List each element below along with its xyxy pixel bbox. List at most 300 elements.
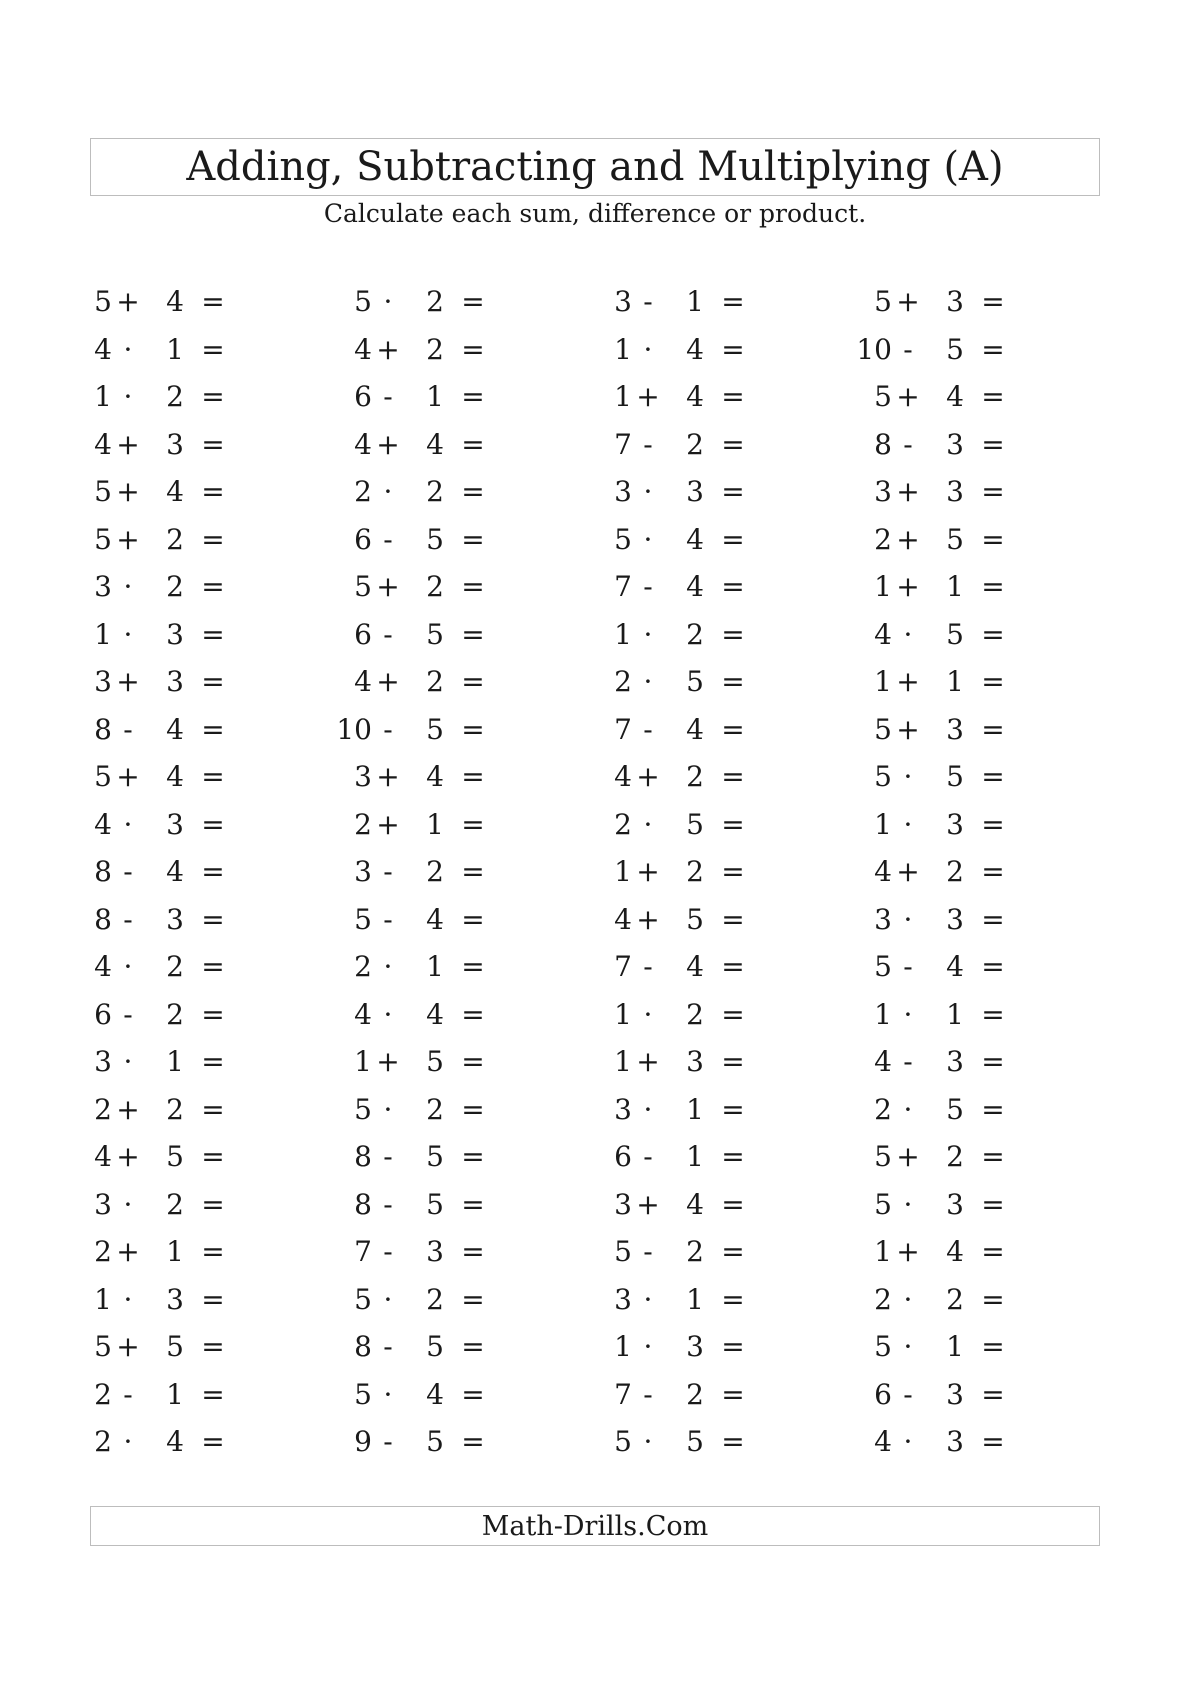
problem-item xyxy=(60,522,300,574)
operator-sign: - xyxy=(123,855,133,888)
operand-b: 3 xyxy=(166,807,184,841)
operand-b: 5 xyxy=(946,617,964,651)
operator-sign: - xyxy=(383,1140,393,1173)
problem-item xyxy=(320,1330,560,1381)
operand-a: 9 xyxy=(354,1425,372,1458)
operand-b: 2 xyxy=(686,617,704,651)
problem-item xyxy=(320,1045,560,1096)
operand-b: 5 xyxy=(426,1045,444,1078)
problem-item xyxy=(60,712,300,764)
equals-sign: = xyxy=(981,617,1005,651)
equals-sign: = xyxy=(721,1330,745,1363)
operator-sign: - xyxy=(643,427,653,461)
problem-item xyxy=(60,665,300,716)
problem-item xyxy=(580,1235,820,1286)
equals-sign: = xyxy=(721,1377,745,1411)
equals-sign: = xyxy=(721,1235,745,1268)
operand-a: 5 xyxy=(354,1092,372,1126)
operator-sign: - xyxy=(123,1377,133,1411)
operator-sign: - xyxy=(643,1140,653,1173)
operand-b: 2 xyxy=(426,1092,444,1126)
operator-sign: · xyxy=(643,617,653,651)
operator-sign: · xyxy=(903,1425,913,1458)
operand-b: 2 xyxy=(686,997,704,1031)
operand-b: 1 xyxy=(686,285,704,318)
equals-sign: = xyxy=(981,997,1005,1031)
operand-b: 2 xyxy=(166,380,184,413)
problem-item xyxy=(840,855,1080,906)
operator-sign: - xyxy=(123,902,133,936)
problem-item xyxy=(60,427,300,479)
equals-sign: = xyxy=(461,617,485,651)
operator-sign: · xyxy=(643,1330,653,1363)
equals-sign: = xyxy=(461,332,485,366)
operand-b: 4 xyxy=(946,950,964,983)
operator-sign: + xyxy=(376,807,400,841)
operand-b: 2 xyxy=(686,1235,704,1268)
operand-b: 4 xyxy=(686,522,704,556)
operand-b: 1 xyxy=(426,807,444,841)
problem-item xyxy=(840,1330,1080,1381)
equals-sign: = xyxy=(461,997,485,1031)
operator-sign: + xyxy=(376,570,400,603)
problem-item xyxy=(60,1235,300,1286)
operand-b: 1 xyxy=(166,332,184,366)
operator-sign: + xyxy=(636,380,660,413)
operator-sign: - xyxy=(903,950,913,983)
operand-a: 3 xyxy=(614,475,632,508)
operator-sign: + xyxy=(896,665,920,698)
problem-item xyxy=(320,1235,560,1286)
operand-b: 3 xyxy=(686,1330,704,1363)
equals-sign: = xyxy=(721,712,745,746)
operand-a: 4 xyxy=(354,997,372,1031)
operand-b: 3 xyxy=(166,665,184,698)
equals-sign: = xyxy=(981,1377,1005,1411)
operand-b: 2 xyxy=(426,285,444,318)
equals-sign: = xyxy=(981,1187,1005,1221)
operand-a: 1 xyxy=(874,1235,892,1268)
operand-a: 1 xyxy=(614,855,632,888)
problem-item xyxy=(60,1045,300,1096)
operator-sign: + xyxy=(896,855,920,888)
problem-item xyxy=(840,665,1080,716)
operator-sign: - xyxy=(383,380,393,413)
operator-sign: - xyxy=(383,1330,393,1363)
operand-a: 5 xyxy=(614,522,632,556)
equals-sign: = xyxy=(461,855,485,888)
operator-sign: · xyxy=(903,1330,913,1363)
operand-a: 5 xyxy=(354,902,372,936)
operand-b: 4 xyxy=(946,1235,964,1268)
operand-a: 2 xyxy=(354,807,372,841)
operand-b: 5 xyxy=(686,902,704,936)
operand-a: 2 xyxy=(874,522,892,556)
operand-a: 8 xyxy=(94,855,112,888)
operator-sign: · xyxy=(123,807,133,841)
operator-sign: + xyxy=(636,1187,660,1221)
operator-sign: - xyxy=(383,712,393,746)
equals-sign: = xyxy=(201,570,225,603)
problem-item xyxy=(320,570,560,621)
problem-item xyxy=(840,760,1080,811)
operand-a: 1 xyxy=(354,1045,372,1078)
operand-a: 4 xyxy=(874,1425,892,1458)
problem-item xyxy=(840,522,1080,574)
operand-b: 4 xyxy=(166,855,184,888)
problem-item xyxy=(840,997,1080,1049)
equals-sign: = xyxy=(461,285,485,318)
problem-item xyxy=(580,1140,820,1191)
operator-sign: + xyxy=(896,380,920,413)
operator-sign: · xyxy=(123,1187,133,1221)
problem-item xyxy=(320,1140,560,1191)
equals-sign: = xyxy=(721,522,745,556)
operand-b: 3 xyxy=(946,1045,964,1078)
equals-sign: = xyxy=(201,1092,225,1126)
operand-b: 4 xyxy=(166,285,184,318)
problem-item xyxy=(60,1092,300,1144)
operand-b: 3 xyxy=(946,285,964,318)
operand-a: 1 xyxy=(614,617,632,651)
problem-item xyxy=(320,332,560,384)
operand-a: 5 xyxy=(94,760,112,793)
problem-item xyxy=(320,285,560,336)
equals-sign: = xyxy=(201,475,225,508)
equals-sign: = xyxy=(981,570,1005,603)
operand-a: 4 xyxy=(874,855,892,888)
problem-item xyxy=(840,1140,1080,1191)
problem-item xyxy=(60,855,300,906)
operand-a: 4 xyxy=(354,332,372,366)
problem-item xyxy=(320,665,560,716)
operand-b: 5 xyxy=(166,1140,184,1173)
operand-a: 5 xyxy=(874,1187,892,1221)
equals-sign: = xyxy=(721,1282,745,1316)
equals-sign: = xyxy=(721,475,745,508)
problem-item xyxy=(580,380,820,431)
operator-sign: · xyxy=(903,1282,913,1316)
operand-a: 5 xyxy=(94,285,112,318)
problem-item xyxy=(840,570,1080,621)
problem-item xyxy=(320,1377,560,1429)
operand-a: 4 xyxy=(94,1140,112,1173)
problem-item xyxy=(320,522,560,574)
operand-a: 8 xyxy=(94,902,112,936)
operand-a: 1 xyxy=(94,380,112,413)
equals-sign: = xyxy=(721,332,745,366)
equals-sign: = xyxy=(721,1187,745,1221)
problem-item xyxy=(580,1282,820,1334)
operand-a: 5 xyxy=(94,475,112,508)
equals-sign: = xyxy=(201,1282,225,1316)
operand-b: 1 xyxy=(946,665,964,698)
equals-sign: = xyxy=(981,1235,1005,1268)
problem-item xyxy=(320,1282,560,1334)
equals-sign: = xyxy=(721,902,745,936)
operand-a: 1 xyxy=(874,665,892,698)
operand-b: 2 xyxy=(166,522,184,556)
problem-item xyxy=(580,712,820,764)
operand-b: 3 xyxy=(946,1425,964,1458)
equals-sign: = xyxy=(461,950,485,983)
equals-sign: = xyxy=(461,665,485,698)
operand-b: 2 xyxy=(166,1187,184,1221)
operand-a: 8 xyxy=(354,1140,372,1173)
operand-a: 5 xyxy=(614,1425,632,1458)
operand-b: 4 xyxy=(686,380,704,413)
operand-a: 5 xyxy=(874,712,892,746)
problem-item xyxy=(60,617,300,669)
operator-sign: · xyxy=(903,807,913,841)
operand-a: 7 xyxy=(354,1235,372,1268)
operand-a: 1 xyxy=(614,997,632,1031)
operator-sign: + xyxy=(116,760,140,793)
operand-a: 5 xyxy=(874,1140,892,1173)
operator-sign: · xyxy=(643,807,653,841)
equals-sign: = xyxy=(201,332,225,366)
operand-b: 5 xyxy=(426,1330,444,1363)
operand-b: 1 xyxy=(946,1330,964,1363)
operand-b: 3 xyxy=(946,902,964,936)
operand-a: 4 xyxy=(614,902,632,936)
equals-sign: = xyxy=(461,380,485,413)
operand-a: 1 xyxy=(614,332,632,366)
operand-a: 3 xyxy=(874,902,892,936)
problem-item xyxy=(60,1425,300,1476)
operand-a: 4 xyxy=(614,760,632,793)
equals-sign: = xyxy=(461,1045,485,1078)
operator-sign: - xyxy=(383,855,393,888)
problem-item xyxy=(60,1377,300,1429)
problem-item xyxy=(840,807,1080,859)
problem-item xyxy=(580,617,820,669)
operator-sign: + xyxy=(636,902,660,936)
problem-item xyxy=(320,712,560,764)
problem-item xyxy=(580,855,820,906)
operand-a: 6 xyxy=(354,380,372,413)
problem-item xyxy=(320,950,560,1001)
problem-item xyxy=(60,1187,300,1239)
operand-a: 6 xyxy=(614,1140,632,1173)
operand-b: 4 xyxy=(426,427,444,461)
operator-sign: + xyxy=(896,712,920,746)
operator-sign: - xyxy=(643,285,653,318)
problem-item xyxy=(580,475,820,526)
operand-a: 6 xyxy=(354,617,372,651)
operator-sign: + xyxy=(116,1235,140,1268)
equals-sign: = xyxy=(981,855,1005,888)
problem-item xyxy=(840,1377,1080,1429)
problem-item xyxy=(60,380,300,431)
problem-item xyxy=(840,1092,1080,1144)
problem-item xyxy=(840,475,1080,526)
operand-b: 5 xyxy=(426,712,444,746)
operand-b: 1 xyxy=(166,1045,184,1078)
operand-a: 7 xyxy=(614,712,632,746)
problem-item xyxy=(580,570,820,621)
operand-a: 5 xyxy=(874,760,892,793)
operand-b: 5 xyxy=(686,1425,704,1458)
operator-sign: - xyxy=(123,712,133,746)
operand-b: 2 xyxy=(426,855,444,888)
equals-sign: = xyxy=(201,712,225,746)
operator-sign: + xyxy=(116,522,140,556)
equals-sign: = xyxy=(721,1045,745,1078)
operand-a: 3 xyxy=(874,475,892,508)
operand-b: 5 xyxy=(946,1092,964,1126)
operator-sign: - xyxy=(643,1235,653,1268)
equals-sign: = xyxy=(981,760,1005,793)
operand-a: 5 xyxy=(354,1282,372,1316)
operator-sign: · xyxy=(383,997,393,1031)
operator-sign: · xyxy=(123,1425,133,1458)
equals-sign: = xyxy=(981,1425,1005,1458)
equals-sign: = xyxy=(721,855,745,888)
operand-a: 2 xyxy=(94,1092,112,1126)
equals-sign: = xyxy=(201,855,225,888)
equals-sign: = xyxy=(981,807,1005,841)
operator-sign: + xyxy=(636,760,660,793)
equals-sign: = xyxy=(201,1425,225,1458)
operator-sign: - xyxy=(643,1377,653,1411)
operand-a: 6 xyxy=(354,522,372,556)
operator-sign: · xyxy=(123,617,133,651)
operator-sign: + xyxy=(896,1140,920,1173)
operand-b: 4 xyxy=(426,997,444,1031)
operator-sign: - xyxy=(383,1235,393,1268)
equals-sign: = xyxy=(981,950,1005,983)
operand-b: 2 xyxy=(686,427,704,461)
operator-sign: - xyxy=(903,1377,913,1411)
operator-sign: · xyxy=(643,997,653,1031)
equals-sign: = xyxy=(721,807,745,841)
operator-sign: - xyxy=(383,1425,393,1458)
equals-sign: = xyxy=(721,950,745,983)
operand-a: 4 xyxy=(94,807,112,841)
operand-b: 2 xyxy=(166,570,184,603)
operand-b: 1 xyxy=(166,1235,184,1268)
equals-sign: = xyxy=(981,1045,1005,1078)
operand-b: 3 xyxy=(166,902,184,936)
operand-b: 4 xyxy=(166,475,184,508)
worksheet-instructions: Calculate each sum, difference or product. xyxy=(323,199,867,228)
operand-b: 3 xyxy=(166,617,184,651)
operand-a: 5 xyxy=(874,950,892,983)
operand-b: 5 xyxy=(426,1140,444,1173)
equals-sign: = xyxy=(201,902,225,936)
problem-item xyxy=(840,950,1080,1001)
operand-b: 4 xyxy=(686,712,704,746)
operator-sign: · xyxy=(643,522,653,556)
problem-item xyxy=(320,997,560,1049)
equals-sign: = xyxy=(201,380,225,413)
operand-b: 3 xyxy=(426,1235,444,1268)
operator-sign: + xyxy=(896,475,920,508)
equals-sign: = xyxy=(461,902,485,936)
operator-sign: + xyxy=(376,760,400,793)
problem-item xyxy=(580,522,820,574)
operand-b: 2 xyxy=(166,1092,184,1126)
problem-item xyxy=(580,997,820,1049)
equals-sign: = xyxy=(981,1092,1005,1126)
operand-b: 2 xyxy=(686,855,704,888)
operator-sign: · xyxy=(383,1282,393,1316)
operand-a: 1 xyxy=(614,1330,632,1363)
problem-item xyxy=(60,475,300,526)
problem-item xyxy=(60,1282,300,1334)
problem-item xyxy=(580,1092,820,1144)
operand-a: 1 xyxy=(874,570,892,603)
operand-a: 3 xyxy=(614,1282,632,1316)
equals-sign: = xyxy=(721,1140,745,1173)
equals-sign: = xyxy=(461,1425,485,1458)
problem-item xyxy=(580,1045,820,1096)
operand-b: 3 xyxy=(946,1187,964,1221)
operand-a: 5 xyxy=(354,285,372,318)
operator-sign: + xyxy=(376,1045,400,1078)
equals-sign: = xyxy=(201,522,225,556)
operator-sign: - xyxy=(903,332,913,366)
operator-sign: - xyxy=(643,712,653,746)
equals-sign: = xyxy=(461,1377,485,1411)
operator-sign: + xyxy=(636,1045,660,1078)
problem-item xyxy=(320,380,560,431)
operator-sign: · xyxy=(123,380,133,413)
problem-item xyxy=(60,1140,300,1191)
problem-item xyxy=(840,285,1080,336)
problem-item xyxy=(320,760,560,811)
equals-sign: = xyxy=(721,617,745,651)
problem-item xyxy=(580,950,820,1001)
equals-sign: = xyxy=(201,1330,225,1363)
equals-sign: = xyxy=(201,1235,225,1268)
operand-b: 2 xyxy=(426,665,444,698)
problem-item xyxy=(840,1282,1080,1334)
operand-b: 5 xyxy=(426,1425,444,1458)
equals-sign: = xyxy=(461,712,485,746)
equals-sign: = xyxy=(461,1187,485,1221)
equals-sign: = xyxy=(981,712,1005,746)
operator-sign: · xyxy=(123,570,133,603)
operand-b: 3 xyxy=(946,475,964,508)
equals-sign: = xyxy=(721,427,745,461)
equals-sign: = xyxy=(201,427,225,461)
equals-sign: = xyxy=(981,332,1005,366)
operand-b: 1 xyxy=(686,1092,704,1126)
problem-item xyxy=(320,1187,560,1239)
problem-item xyxy=(840,902,1080,954)
equals-sign: = xyxy=(201,760,225,793)
operand-b: 4 xyxy=(946,380,964,413)
operator-sign: · xyxy=(383,475,393,508)
problem-item xyxy=(840,712,1080,764)
operand-a: 2 xyxy=(94,1377,112,1411)
equals-sign: = xyxy=(201,1377,225,1411)
operand-b: 3 xyxy=(166,427,184,461)
operand-a: 2 xyxy=(94,1425,112,1458)
operand-a: 4 xyxy=(354,427,372,461)
operand-b: 1 xyxy=(426,380,444,413)
operand-b: 2 xyxy=(426,570,444,603)
operand-b: 4 xyxy=(426,902,444,936)
operand-b: 4 xyxy=(686,332,704,366)
operand-a: 7 xyxy=(614,1377,632,1411)
operand-b: 4 xyxy=(426,1377,444,1411)
operand-b: 5 xyxy=(686,807,704,841)
operand-a: 5 xyxy=(874,285,892,318)
operand-b: 4 xyxy=(166,712,184,746)
